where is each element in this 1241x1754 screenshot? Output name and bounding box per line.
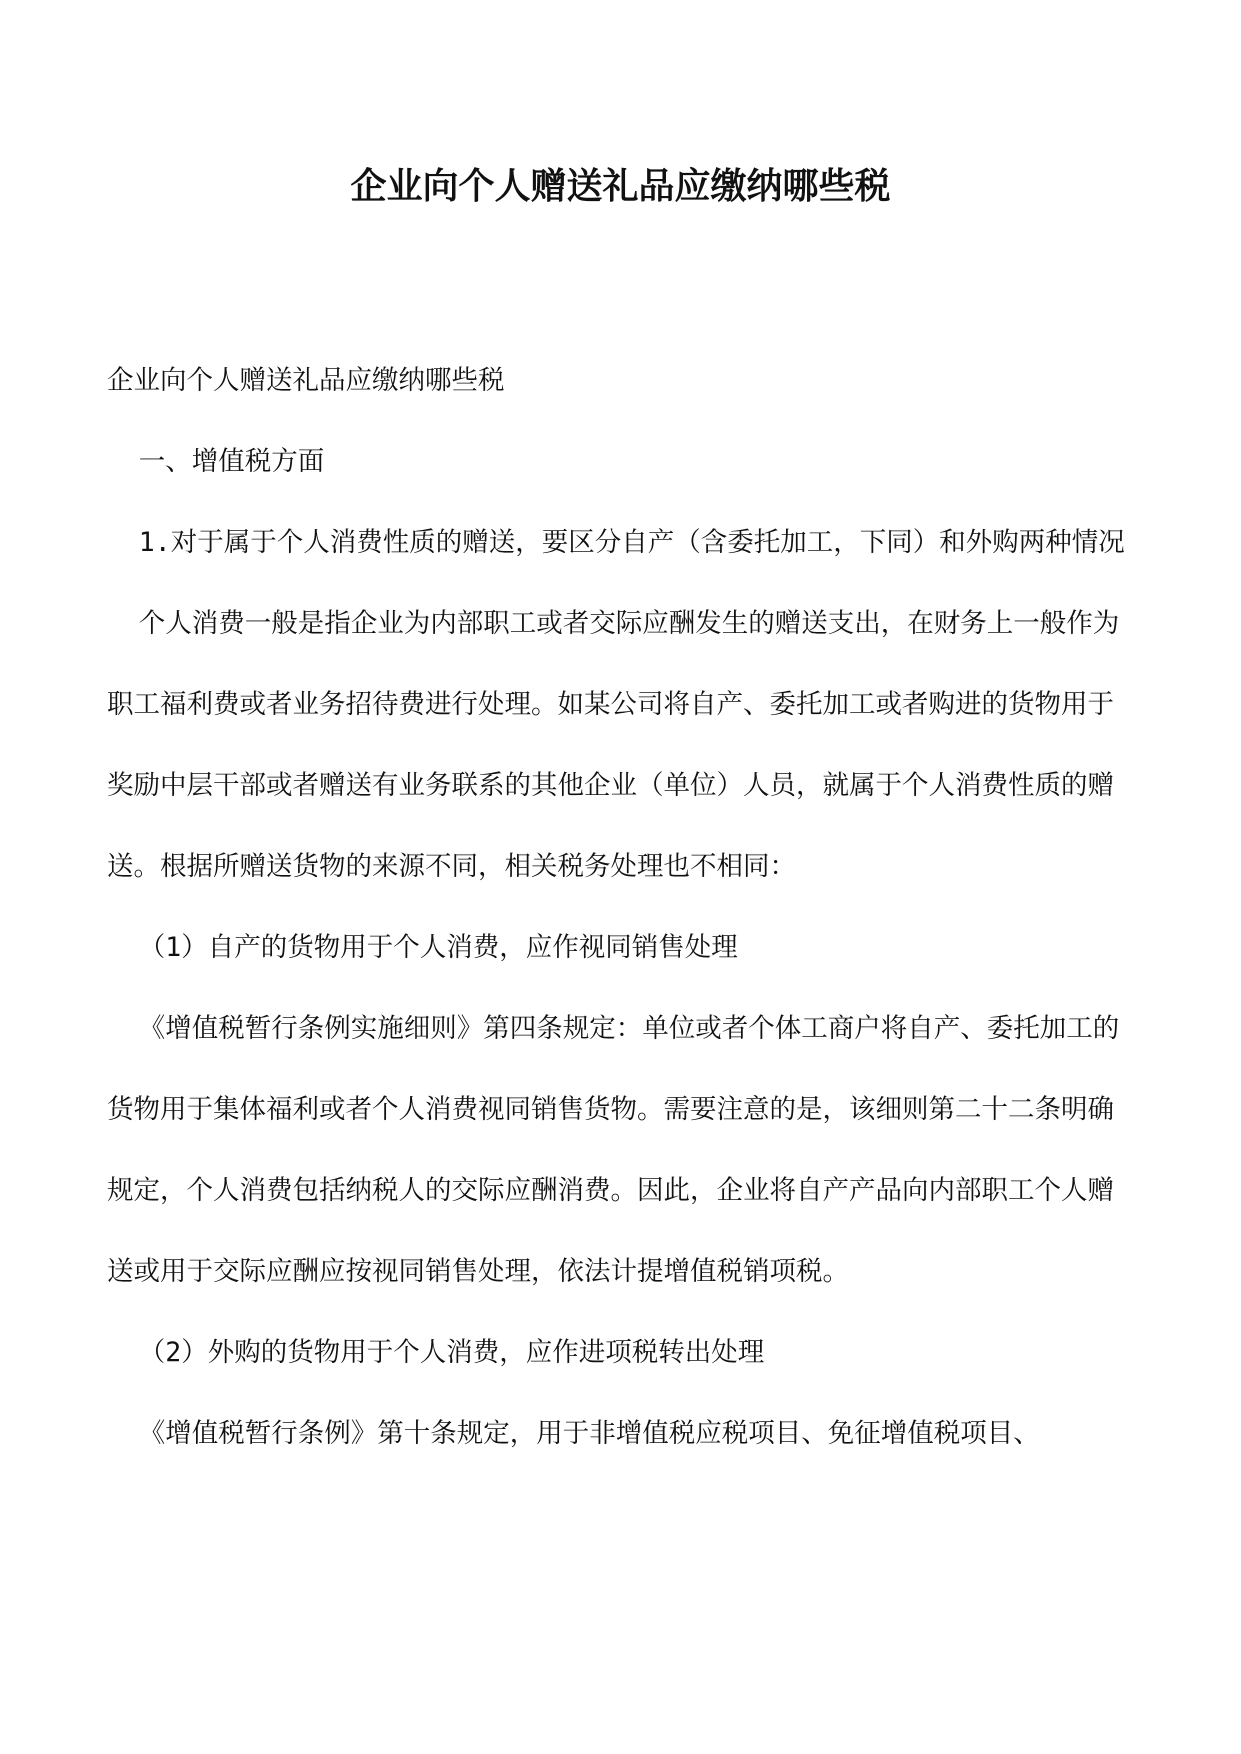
document-title: 企业向个人赠送礼品应缴纳哪些税 — [350, 165, 891, 207]
paragraph-section-vat: 一、增值税方面 — [138, 446, 325, 477]
paragraph-heading-repeat: 企业向个人赠送礼品应缴纳哪些税 — [107, 365, 505, 396]
paragraph-regulation-article-10: 《增值税暂行条例》第十条规定，用于非增值税应税项目、免征增值税项目、 — [138, 1418, 1040, 1449]
paragraph-personal-consumption: 个人消费一般是指企业为内部职工或者交际应酬发生的赠送支出，在财务上一般作为职工福利费或者业务招待费进行处理。如某公司将自产、委托加工或者购进的货物用于奖励中层干部或者赠送有业务联系的其他企业（单位）人员，就属于个人消费性质的赠送。根据所赠送货物的来源不同，相关税务处理也不相同： — [107, 608, 1120, 882]
paragraph-subitem-2: （2）外购的货物用于个人消费，应作进项税转出处理 — [138, 1337, 765, 1368]
paragraph-regulation-detail: 《增值税暂行条例实施细则》第四条规定：单位或者个体工商户将自产、委托加工的货物用于集体福利或者个人消费视同销售货物。需要注意的是，该细则第二十二条明确规定，个人消费包括纳税人的交际应酬消费。因此，企业将自产产品向内部职工个人赠送或用于交际应酬应按视同销售处理，依法计提增值税销项税。 — [107, 1013, 1120, 1287]
document-body — [107, 340, 1137, 1474]
paragraph-item-1: 1.对于属于个人消费性质的赠送，要区分自产（含委托加工，下同）和外购两种情况 — [138, 527, 1125, 558]
paragraph-subitem-1: （1）自产的货物用于个人消费，应作视同销售处理 — [138, 932, 738, 963]
